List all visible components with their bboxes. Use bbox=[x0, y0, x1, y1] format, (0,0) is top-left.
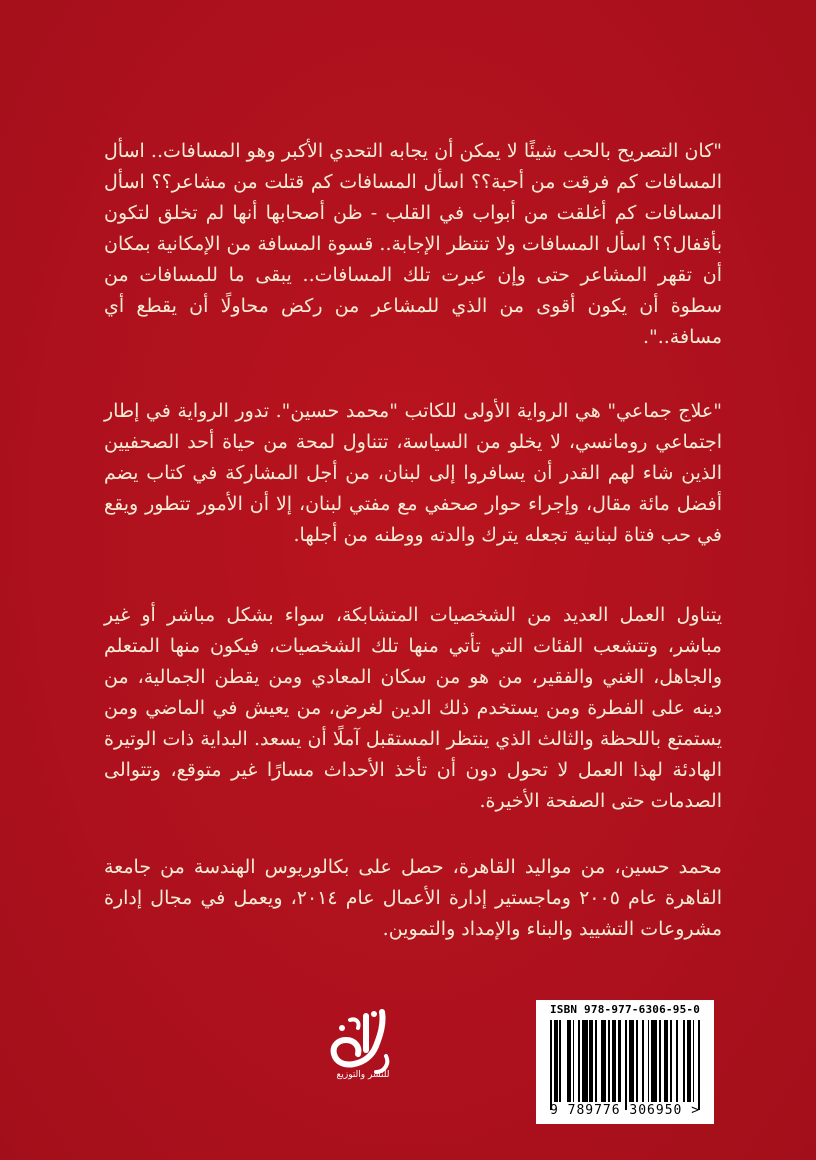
author-bio-paragraph: محمد حسين، من مواليد القاهرة، حصل على بكالوريوس الهندسة من جامعة القاهرة عام ٢٠٠٥ وماجستير إدارة الأعمال عام ٢٠١٤، ويعمل في مجال إدارة مشروعات التشييد والبناء والإمداد والتموين. bbox=[104, 856, 722, 940]
isbn-label: ISBN 978-977-6306-95-0 bbox=[549, 1003, 701, 1016]
blurb-quote-paragraph: "كان التصريح بالحب شيئًا لا يمكن أن يجابه التحدي الأكبر وهو المسافات.. اسأل المسافات كم فرقت من أحبة؟؟ اسأل المسافات كم قتلت من مشاعر؟؟ اسأل المسافات كم أغلقت من أبواب في القلب - ظن أصحابها أنها لم تخلق لتكون بأقفال؟؟ اسأل المسافات ولا تنتظر الإجابة.. قسوة المسافة من الإمكانية بمكان أن تقهر المشاعر حتى وإن عبرت تلك المسافات.. يبقى ما للمسافات من سطوة أن يكون أقوى من الذي للمشاعر من ركض محاولًا أن يقطع أي مسافة..". bbox=[104, 140, 722, 348]
publisher-logo-icon bbox=[320, 1006, 406, 1100]
barcode-bars bbox=[550, 1020, 702, 1102]
publisher-tagline: للنشر والتوزيع bbox=[336, 1070, 390, 1080]
blurb-characters-paragraph: يتناول العمل العديد من الشخصيات المتشابكة، سواء بشكل مباشر أو غير مباشر، وتتشعب الفئات التي تأتي منها تلك الشخصيات، فيكون منها المتعلم والجاهل، الغني والفقير، من هو من سكان المعادي ومن يقطن الجمالية، من دينه على الفطرة ومن يستخدم ذلك الدين لغرض، من يعيش في الماضي ومن يستمتع باللحظة والثالث الذي ينتظر المستقبل آملًا أن يسعد. البداية ذات الوتيرة الهادئة لهذا العمل لا تحول دون أن تأخذ الأحداث مسارًا غير متوقع، وتتوالى الصدمات حتى الصفحة الأخيرة. bbox=[104, 604, 722, 812]
barcode-digits: 9 789776 306950 > bbox=[549, 1103, 701, 1118]
publisher-logo-mark bbox=[320, 1006, 406, 1076]
blurb-summary-paragraph: "علاج جماعي" هي الرواية الأولى للكاتب "محمد حسين". تدور الرواية في إطار اجتماعي رومانسي، لا يخلو من السياسة، تتناول لمحة من حياة أحد الصحفيين الذين شاء لهم القدر أن يسافروا إلى لبنان، من أجل المشاركة في كتاب يضم أفضل مائة مقال، وإجراء حوار صحفي مع مفتي لبنان، إلا أن الأمور تتطور ويقع في حب فتاة لبنانية تجعله يترك والدته ووطنه من أجلها. bbox=[104, 400, 722, 546]
isbn-barcode bbox=[536, 1000, 714, 1124]
barcode-bar bbox=[700, 1020, 702, 1102]
